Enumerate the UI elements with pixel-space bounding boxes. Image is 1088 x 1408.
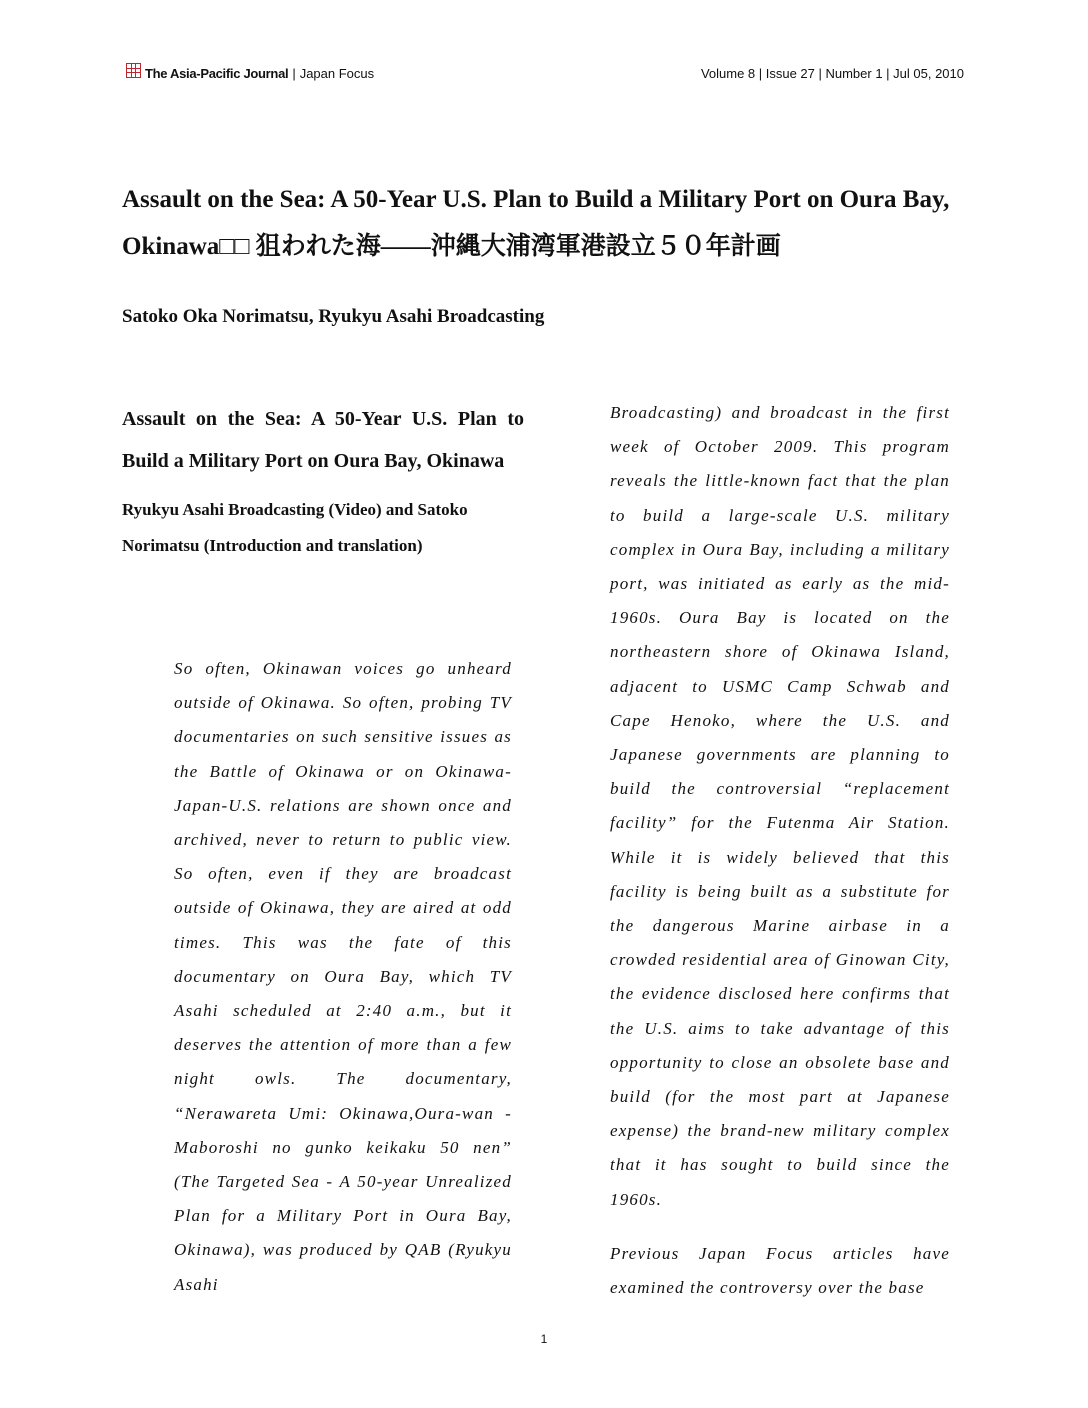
body-paragraph-2: Previous Japan Focus articles have examined the controversy over the base [610, 1243, 950, 1298]
intro-quote: So often, Okinawan voices go unheard outside of Okinawa. So often, probing TV documentaries on such sensitive issues as the Battle of Okinawa or on Okinawa-Japan-U.S. relations are shown once and archived, never to return to public view. So often, even if they are broadcast outside of Okinawa, they are aired at odd times. This was the fate of this documentary on Oura Bay, which TV Asahi scheduled at 2:40 a.m., but it deserves the attention of more than a few night owls. The documentary, “Nerawareta Umi: Okinawa,Oura-wan - Maboroshi no gunko keikaku 50 nen” (The Targeted Sea - A 50-year Unrealized Plan for a Military Port in Oura Bay, Okinawa), was produced by QAB (Ryukyu Asahi [174, 659, 512, 1294]
article-author: Satoko Oka Norimatsu, Ryukyu Asahi Broadcasting [122, 306, 545, 327]
issue-info: Volume 8 | Issue 27 | Number 1 | Jul 05, 2010 [700, 66, 964, 81]
journal-section: Japan Focus [299, 66, 375, 81]
left-column [122, 398, 524, 564]
body-paragraph-1: Broadcasting) and broadcast in the first week of October 2009. This program reveals the little-known fact that the plan to build a large-scale U.S. military complex in Oura Bay, including a military port, was initiated as early as the mid-1960s. Oura Bay is located on the northeastern shore of Okinawa Island, adjacent to USMC Camp Schwab and Cape Henoko, where the U.S. and Japanese governments are planning to build the controversial “replacement facility” for the Futenma Air Station. While it is widely believed that this facility is being built as a substitute for the dangerous Marine airbase in a crowded residential area of Ginowan City, the evidence disclosed here confirms that the U.S. aims to take advantage of this opportunity to close an obsolete base and build (for the most part at Japanese expense) the brand-new military complex that it has sought to build since the 1960s. [610, 403, 950, 1209]
article-subtitle: Assault on the Sea: A 50-Year U.S. Plan to Build a Military Port on Oura Bay, Okinawa [122, 408, 524, 472]
header-separator: | [292, 66, 296, 81]
page-header [126, 66, 964, 90]
journal-brand[interactable] [126, 66, 374, 81]
right-column [610, 396, 950, 1305]
article-byline: Ryukyu Asahi Broadcasting (Video) and Satoko Norimatsu (Introduction and translation) [122, 500, 468, 555]
journal-logo-icon [126, 63, 141, 78]
journal-name: The Asia-Pacific Journal [145, 66, 289, 81]
article-title: Assault on the Sea: A 50-Year U.S. Plan to Build a Military Port on Oura Bay, Okinawa□□ 狙われた海——沖縄大浦湾軍港設立５０年計画 [122, 186, 950, 260]
page-number: 1 [540, 1332, 548, 1346]
